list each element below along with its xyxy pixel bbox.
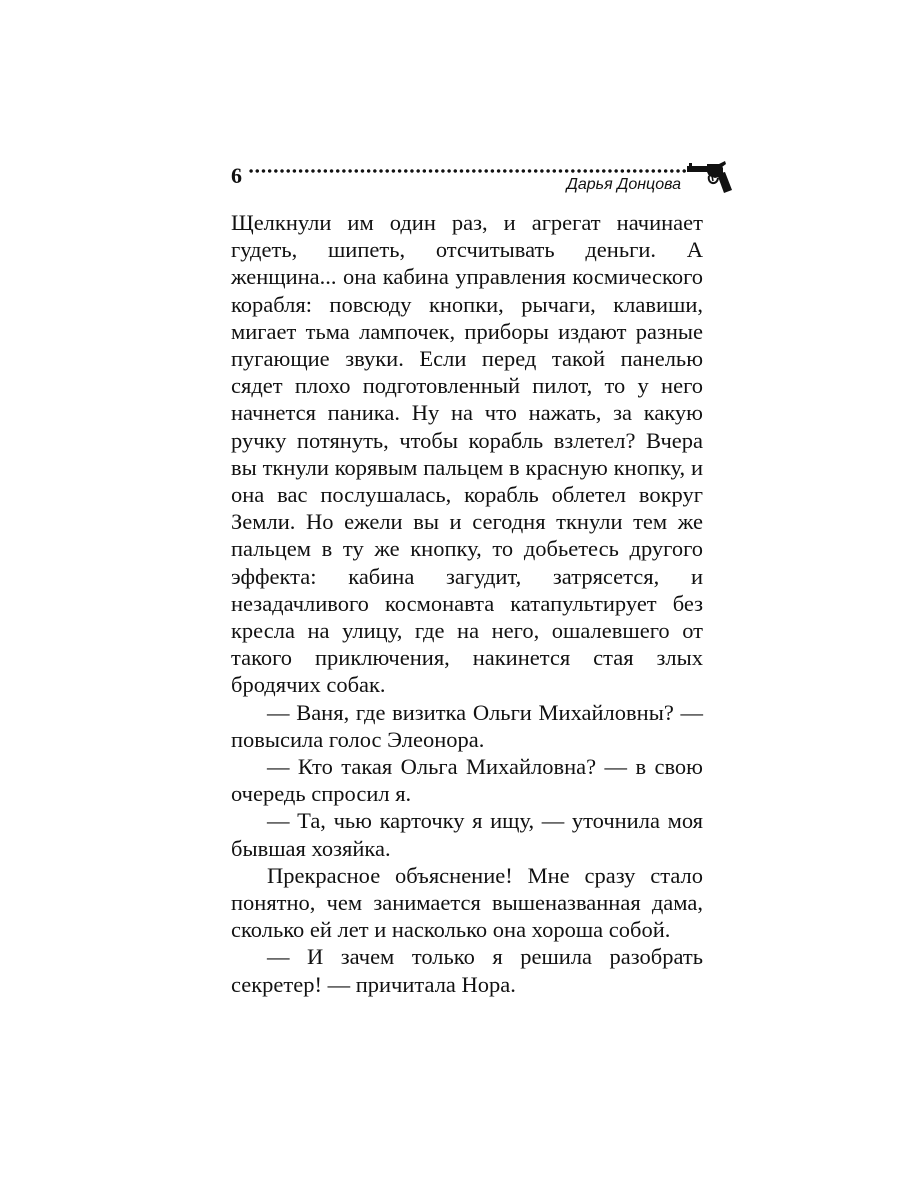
paragraph-6: — И зачем только я решила разобрать секретер! — причитала Нора. — [231, 944, 703, 997]
paragraph-4: — Та, чью карточку я ищу, — уточнила моя бывшая хозяйка. — [231, 808, 703, 861]
paragraph-5: Прекрасное объяснение! Мне сразу стало понятно, чем занимается вышеназванная дама, сколько ей лет и насколько она хороша собой. — [231, 862, 703, 943]
paragraph-1: Щелкнули им один раз, и агрегат начинает гудеть, шипеть, отсчитывать деньги. А женщина... она кабина управления космического корабля: повсюду кнопки, рычаги, клавиши, мигает тьма лампочек, приборы издают разные пугающие звуки. Если перед такой панелью сядет плохо подготовленный пилот, то у него начнется паника. Ну на что нажать, за какую ручку потянуть, чтобы корабль взлетел? Вчера вы ткнули корявым пальцем в красную кнопку, и она вас послушалась, корабль облетел вокруг Земли. Но ежели вы и сегодня ткнули тем же пальцем в ту же кнопку, то добьетесь другого эффекта: кабина загудит, затрясется, и незадачливого космонавта катапультирует без кресла на улицу, где на него, ошалевшего от такого приключения, накинется стая злых бродячих собак. — [231, 210, 703, 698]
page-number: 6 — [231, 163, 242, 188]
revolver-icon — [687, 160, 733, 196]
running-author: Дарья Донцова — [566, 176, 681, 193]
paragraph-2: — Ваня, где визитка Ольги Михайловны? — повысила голос Элеонора. — [231, 699, 703, 752]
running-header — [231, 160, 731, 200]
dotted-rule — [248, 168, 688, 174]
body-text — [231, 209, 703, 998]
paragraph-3: — Кто такая Ольга Михайловна? — в свою очередь спросил я. — [231, 754, 703, 807]
